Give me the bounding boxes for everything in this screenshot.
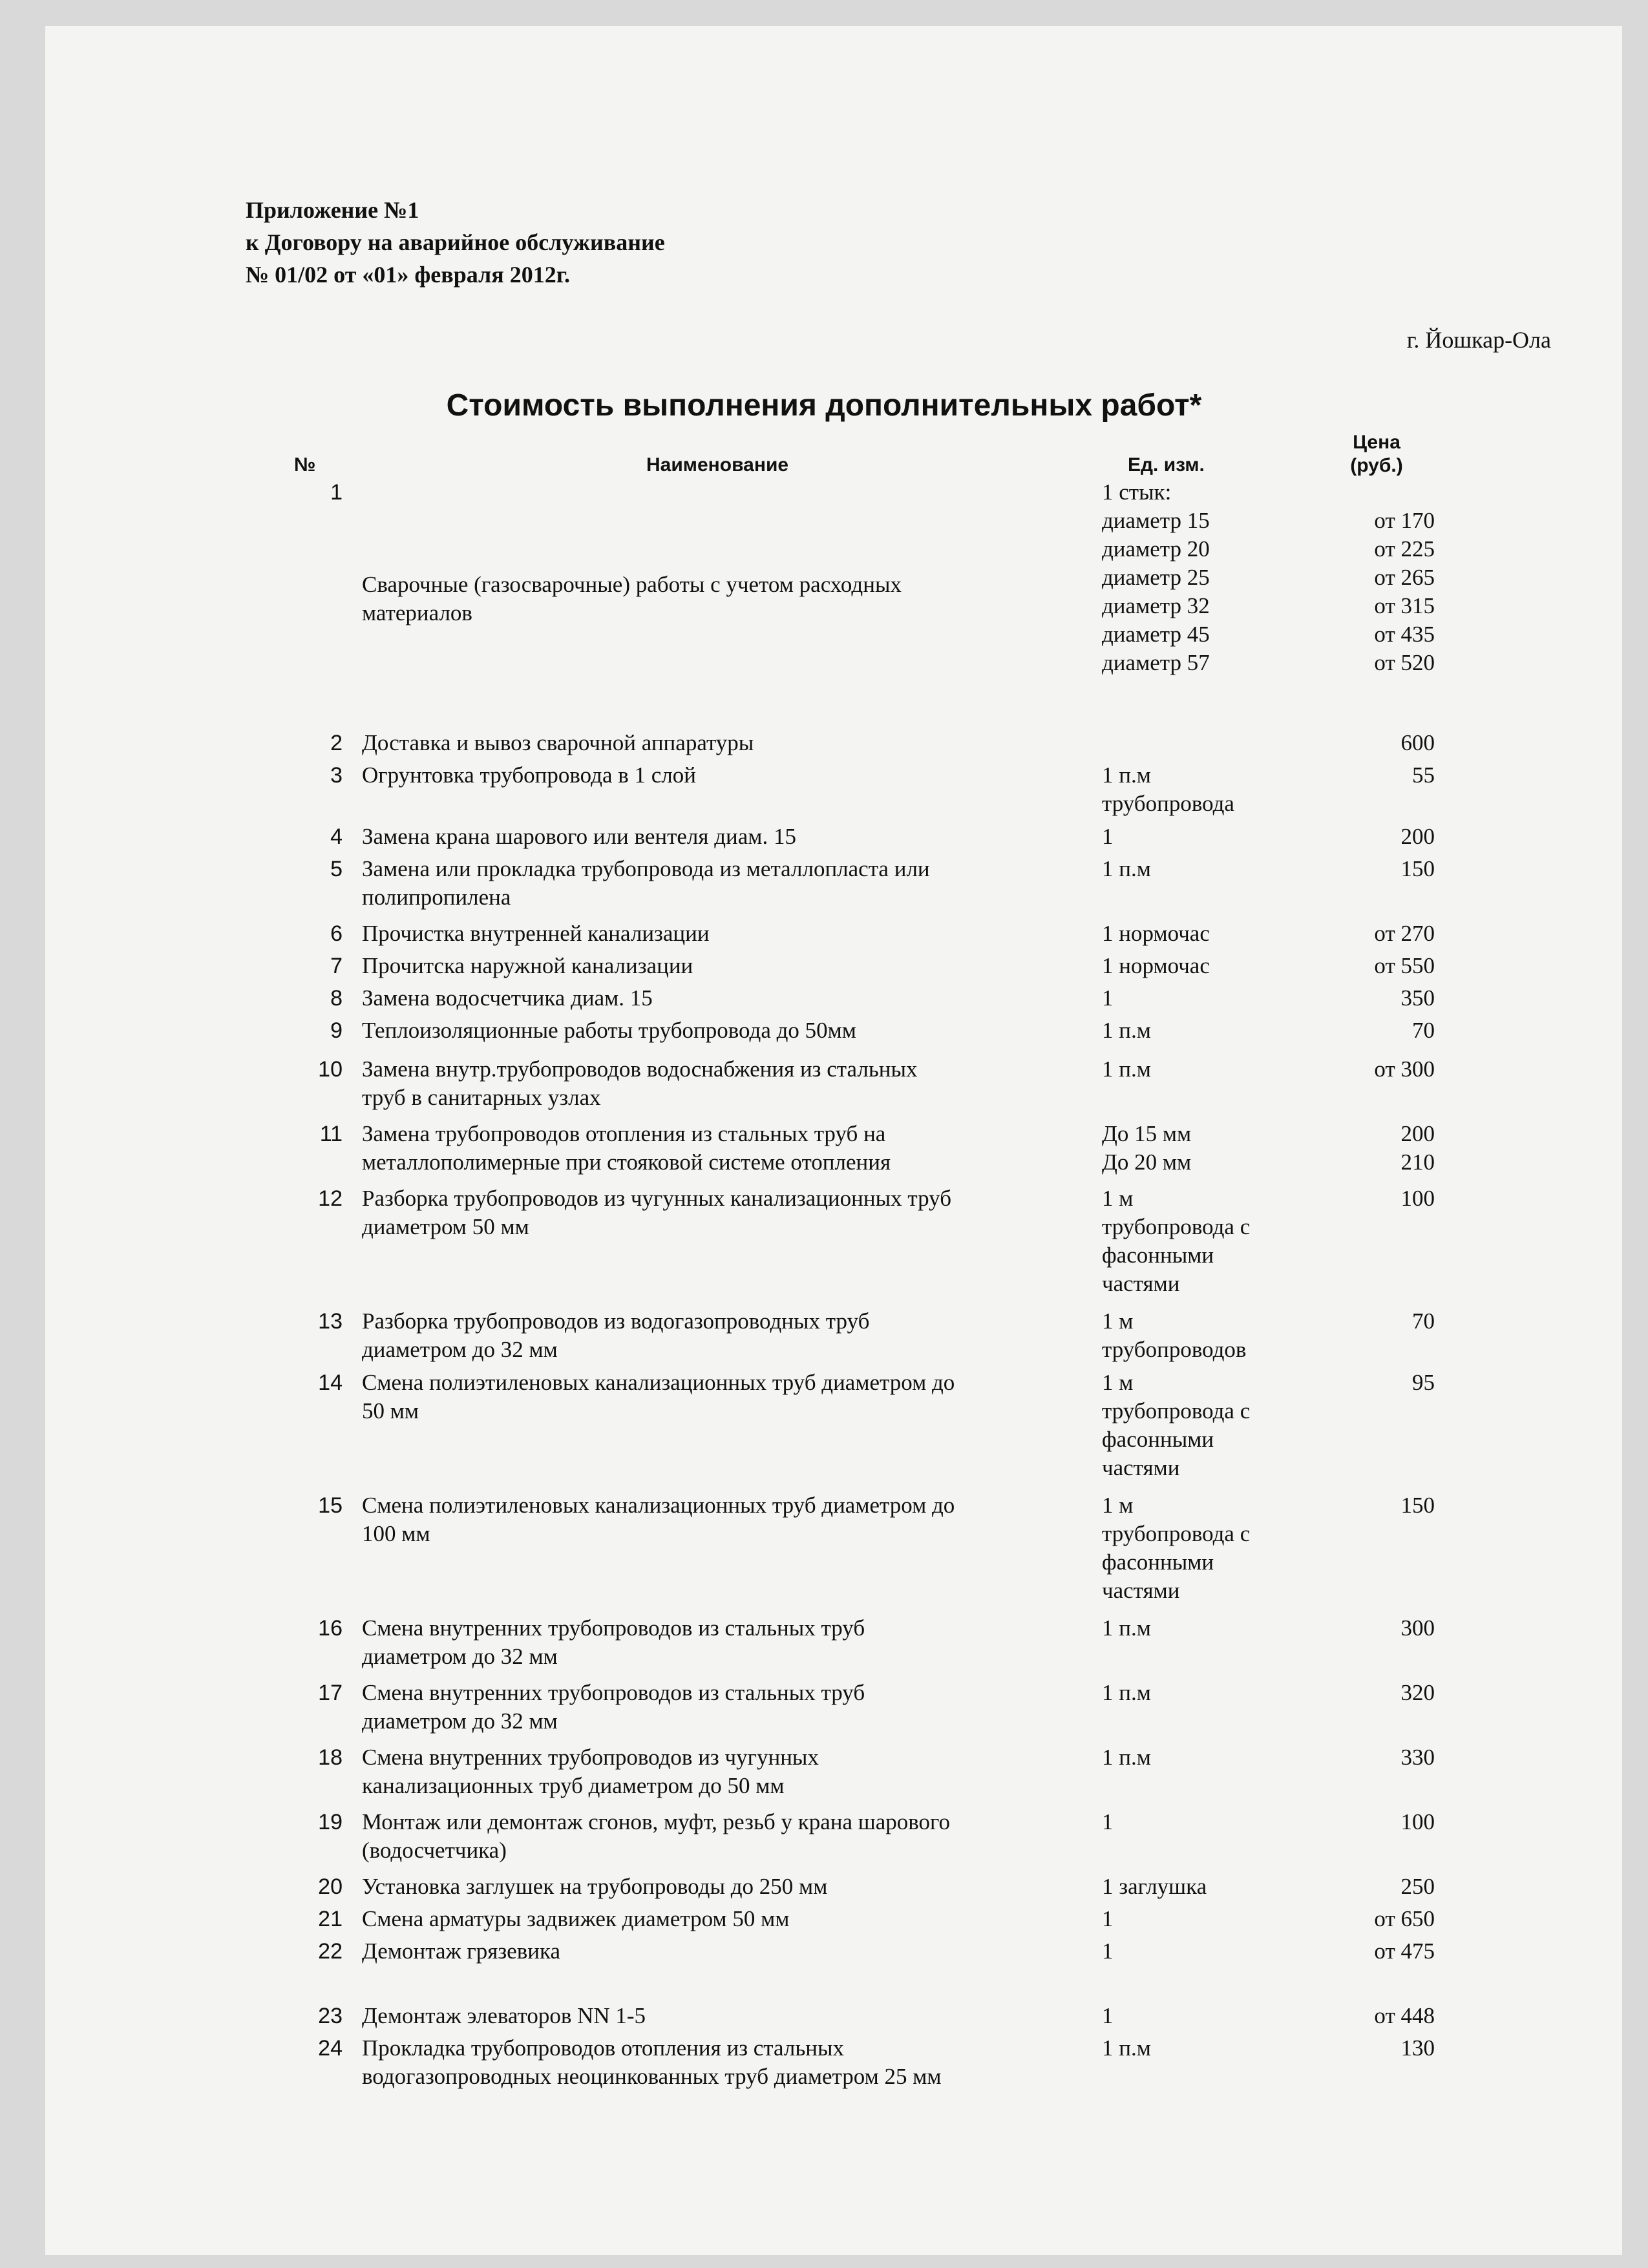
row-unit: 1 п.м [1102, 1018, 1151, 1043]
row-unit: 1 п.м [1102, 1680, 1151, 1705]
row-number: 5 [330, 857, 343, 881]
row-unit: 1 м трубопроводов [1102, 1308, 1247, 1362]
document-title: Стоимость выполнения дополнительных работ* [446, 388, 1202, 423]
row-price: 55 [1412, 762, 1435, 788]
row-unit: 1 заглушка [1102, 1874, 1207, 1899]
row-name: Смена полиэтиленовых канализационных труб диаметром до 50 мм [362, 1370, 955, 1423]
row-unit: 1 м трубопровода с фасонными частями [1102, 1370, 1251, 1480]
row-unit: 1 м трубопровода с фасонными частями [1102, 1493, 1251, 1603]
row-name: Смена внутренних трубопроводов из чугунных канализационных труб диаметром до 50 мм [362, 1745, 819, 1798]
row-name: Замена водосчетчика диам. 15 [362, 985, 653, 1011]
row-price: 95 [1412, 1370, 1435, 1395]
row-name: Смена полиэтиленовых канализационных труб диаметром до 100 мм [362, 1493, 955, 1546]
row-number: 20 [318, 1874, 343, 1899]
row-unit: 1 п.м [1102, 1056, 1151, 1082]
row-price: 70 [1412, 1018, 1435, 1043]
row-unit: 1 [1102, 1906, 1114, 1931]
row-name: Сварочные (газосварочные) работы с учетом расходных материалов [362, 572, 902, 625]
row-number: 7 [330, 954, 343, 978]
row-name: Доставка и вывоз сварочной аппаратуры [362, 730, 754, 755]
row-number: 8 [330, 986, 343, 1011]
row-name: Демонтаж грязевика [362, 1938, 560, 1964]
row-price: от 170 от 225 от 265 от 315 от 435 от 520 [1374, 508, 1435, 675]
column-header-price-line2: (руб.) [1350, 455, 1403, 476]
row-name: Огрунтовка трубопровода в 1 слой [362, 762, 696, 788]
row-unit: 1 м трубопровода с фасонными частями [1102, 1186, 1251, 1296]
row-price: 100 [1400, 1809, 1435, 1834]
row-unit: 1 п.м [1102, 1615, 1151, 1641]
row-price: от 475 [1374, 1938, 1435, 1964]
row-name: Замена внутр.трубопроводов водоснабжения из стальных труб в санитарных узлах [362, 1056, 918, 1110]
row-price: 150 [1400, 1493, 1435, 1518]
contract-number-date: № 01/02 от «01» февраля 2012г. [246, 262, 571, 288]
row-price: от 270 [1374, 921, 1435, 946]
appendix-number: Приложение №1 [246, 197, 419, 223]
row-price: 300 [1400, 1615, 1435, 1641]
row-number: 24 [318, 2036, 343, 2061]
row-unit: 1 п.м [1102, 2035, 1151, 2061]
row-price: от 300 [1374, 1056, 1435, 1082]
row-name: Прокладка трубопроводов отопления из стальных водогазопроводных неоцинкованных труб диаметром 25 мм [362, 2035, 942, 2089]
row-name: Прочистка внутренней канализации [362, 921, 710, 946]
row-number: 2 [330, 731, 343, 755]
row-number: 22 [318, 1939, 343, 1964]
row-name: Замена трубопроводов отопления из стальных труб на металлополимерные при стояковой системе отопления [362, 1121, 891, 1175]
contract-reference: к Договору на аварийное обслуживание [246, 229, 665, 255]
column-header-name: Наименование [646, 454, 789, 476]
row-number: 17 [318, 1681, 343, 1705]
row-name: Замена или прокладка трубопровода из металлопласта или полипропилена [362, 856, 930, 910]
row-number: 6 [330, 921, 343, 946]
city: г. Йошкар-Ола [1406, 327, 1551, 353]
row-number: 16 [318, 1616, 343, 1641]
row-unit: 1 [1102, 985, 1114, 1011]
row-number: 9 [330, 1018, 343, 1043]
row-price: 200 210 [1400, 1121, 1435, 1175]
row-number: 14 [318, 1370, 343, 1395]
row-unit: 1 [1102, 1809, 1114, 1834]
row-price: 70 [1412, 1308, 1435, 1334]
row-number: 19 [318, 1810, 343, 1834]
row-unit: 1 [1102, 1938, 1114, 1964]
row-name: Смена внутренних трубопроводов из стальных труб диаметром до 32 мм [362, 1680, 865, 1734]
row-price: от 550 [1374, 953, 1435, 978]
row-name: Демонтаж элеваторов NN 1-5 [362, 2003, 646, 2028]
row-unit: 1 [1102, 2003, 1114, 2028]
row-name: Разборка трубопроводов из чугунных канализационных труб диаметром 50 мм [362, 1186, 952, 1239]
row-name: Смена арматуры задвижек диаметром 50 мм [362, 1906, 790, 1931]
row-number: 3 [330, 763, 343, 788]
column-header-unit: Ед. изм. [1128, 454, 1205, 476]
row-number: 4 [330, 824, 343, 849]
row-number: 1 [330, 480, 343, 505]
row-number: 23 [318, 2004, 343, 2028]
row-price: 250 [1400, 1874, 1435, 1899]
row-name: Монтаж или демонтаж сгонов, муфт, резьб у крана шарового (водосчетчика) [362, 1809, 951, 1863]
row-name: Смена внутренних трубопроводов из стальных труб диаметром до 32 мм [362, 1615, 865, 1669]
row-number: 15 [318, 1493, 343, 1518]
row-price: 350 [1400, 985, 1435, 1011]
row-number: 13 [318, 1309, 343, 1334]
row-unit: До 15 мм До 20 мм [1102, 1121, 1192, 1175]
row-unit: 1 п.м трубопровода [1102, 762, 1234, 816]
row-price: 100 [1400, 1186, 1435, 1211]
row-name: Теплоизоляционные работы трубопровода до 50мм [362, 1018, 856, 1043]
row-unit: 1 стык: диаметр 15 диаметр 20 диаметр 25 диаметр 32 диаметр 45 диаметр 57 [1102, 479, 1210, 675]
row-name: Разборка трубопроводов из водогазопроводных труб диаметром до 32 мм [362, 1308, 870, 1362]
row-number: 21 [318, 1907, 343, 1931]
column-header-price-line1: Цена [1353, 432, 1400, 453]
row-unit: 1 п.м [1102, 1745, 1151, 1770]
row-unit: 1 п.м [1102, 856, 1151, 881]
row-number: 11 [319, 1122, 343, 1146]
appendix-header [246, 194, 827, 291]
row-unit: 1 нормочас [1102, 921, 1210, 946]
row-number: 10 [318, 1057, 343, 1082]
row-price: 130 [1400, 2035, 1435, 2061]
row-unit: 1 нормочас [1102, 953, 1210, 978]
row-unit: 1 [1102, 824, 1114, 849]
row-number: 12 [318, 1186, 343, 1211]
row-price: от 448 [1374, 2003, 1435, 2028]
row-name: Замена крана шарового или вентеля диам. 15 [362, 824, 796, 849]
row-price: 600 [1400, 730, 1435, 755]
row-price: от 650 [1374, 1906, 1435, 1931]
row-number: 18 [318, 1745, 343, 1770]
row-name: Установка заглушек на трубопроводы до 250 мм [362, 1874, 828, 1899]
column-header-number: № [294, 454, 316, 476]
row-price: 330 [1400, 1745, 1435, 1770]
row-price: 200 [1400, 824, 1435, 849]
row-price: 320 [1400, 1680, 1435, 1705]
row-price: 150 [1400, 856, 1435, 881]
row-name: Прочитска наружной канализации [362, 953, 693, 978]
